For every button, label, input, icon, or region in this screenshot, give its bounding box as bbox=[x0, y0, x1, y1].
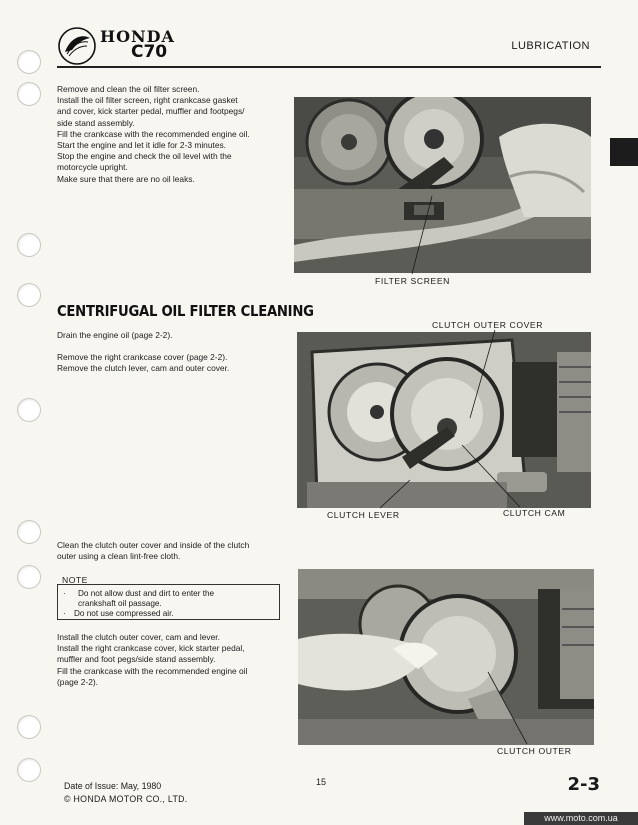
text-line: Stop the engine and check the oil level with the bbox=[57, 151, 232, 162]
note-text-line: Do not use compressed air. bbox=[74, 609, 174, 618]
caption-clutch-outer: CLUTCH OUTER bbox=[497, 746, 572, 756]
header-rule bbox=[57, 66, 601, 68]
bullet: · bbox=[63, 609, 66, 618]
text-line: outer using a clean lint-free cloth. bbox=[57, 551, 181, 562]
text-line: Remove the right crankcase cover (page 2-2). bbox=[57, 352, 228, 362]
section-tab-marker bbox=[610, 138, 638, 166]
binder-hole bbox=[17, 50, 41, 74]
text-line: motorcycle upright. bbox=[57, 162, 128, 173]
issue-date: Date of Issue: May, 1980 bbox=[64, 781, 162, 791]
remove-step bbox=[57, 352, 229, 374]
text-line: Remove the clutch lever, cam and outer cover. bbox=[57, 363, 230, 374]
binder-hole bbox=[17, 283, 41, 307]
text-line: Clean the clutch outer cover and inside of the clutch bbox=[57, 540, 250, 550]
page-number: 15 bbox=[316, 777, 327, 787]
text-line: muffler and foot pegs/side stand assembly. bbox=[57, 654, 216, 665]
text-line: and cover, kick starter pedal, muffler and footpegs/ bbox=[57, 106, 245, 117]
note-box bbox=[57, 584, 280, 620]
photo-filter-screen bbox=[294, 97, 591, 273]
text-line: Start the engine and let it idle for 2-3 minutes. bbox=[57, 140, 226, 151]
photo-clutch-outer-cleaning bbox=[298, 569, 594, 745]
binder-hole bbox=[17, 398, 41, 422]
caption-clutch-cam: CLUTCH CAM bbox=[503, 508, 566, 518]
photo-clutch-assembly bbox=[297, 332, 591, 508]
binder-hole bbox=[17, 565, 41, 589]
brand-name: HONDA bbox=[100, 27, 175, 46]
text-line: Install the clutch outer cover, cam and lever. bbox=[57, 632, 220, 642]
caption-clutch-lever: CLUTCH LEVER bbox=[327, 510, 400, 520]
text-line: Remove and clean the oil filter screen. bbox=[57, 84, 200, 94]
honda-wing-logo bbox=[57, 26, 97, 66]
text-line: (page 2-2). bbox=[57, 676, 98, 687]
bullet: · bbox=[63, 589, 66, 598]
intro-paragraph bbox=[57, 84, 250, 185]
note-text-line: crankshaft oil passage. bbox=[78, 599, 162, 608]
copyright: © HONDA MOTOR CO., LTD. bbox=[64, 794, 188, 804]
page-code: 2-3 bbox=[567, 774, 600, 795]
text-line: Install the oil filter screen, right crankcase gasket bbox=[57, 95, 238, 106]
text-line: Install the right crankcase cover, kick starter pedal, bbox=[57, 643, 245, 654]
install-step bbox=[57, 632, 247, 688]
text-line: Drain the engine oil (page 2-2). bbox=[57, 330, 173, 340]
caption-clutch-outer-cover: CLUTCH OUTER COVER bbox=[432, 320, 544, 330]
drain-step bbox=[57, 330, 172, 341]
section-heading: CENTRIFUGAL OIL FILTER CLEANING bbox=[57, 302, 314, 320]
model-name: C70 bbox=[131, 42, 168, 62]
text-line: Fill the crankcase with the recommended engine oil. bbox=[57, 128, 250, 139]
section-title: LUBRICATION bbox=[511, 40, 590, 52]
binder-hole bbox=[17, 758, 41, 782]
note-text-line: Do not allow dust and dirt to enter the bbox=[78, 589, 215, 598]
clean-step bbox=[57, 540, 249, 562]
text-line: side stand assembly. bbox=[57, 117, 135, 128]
binder-hole bbox=[17, 233, 41, 257]
watermark-link[interactable]: www.moto.com.ua bbox=[524, 812, 638, 825]
binder-hole bbox=[17, 82, 41, 106]
text-line: Make sure that there are no oil leaks. bbox=[57, 173, 195, 184]
note-label: NOTE bbox=[62, 575, 88, 585]
caption-filter-screen: FILTER SCREEN bbox=[375, 276, 450, 286]
binder-hole bbox=[17, 715, 41, 739]
binder-hole bbox=[17, 520, 41, 544]
text-line: Fill the crankcase with the recommended engine oil bbox=[57, 665, 248, 676]
